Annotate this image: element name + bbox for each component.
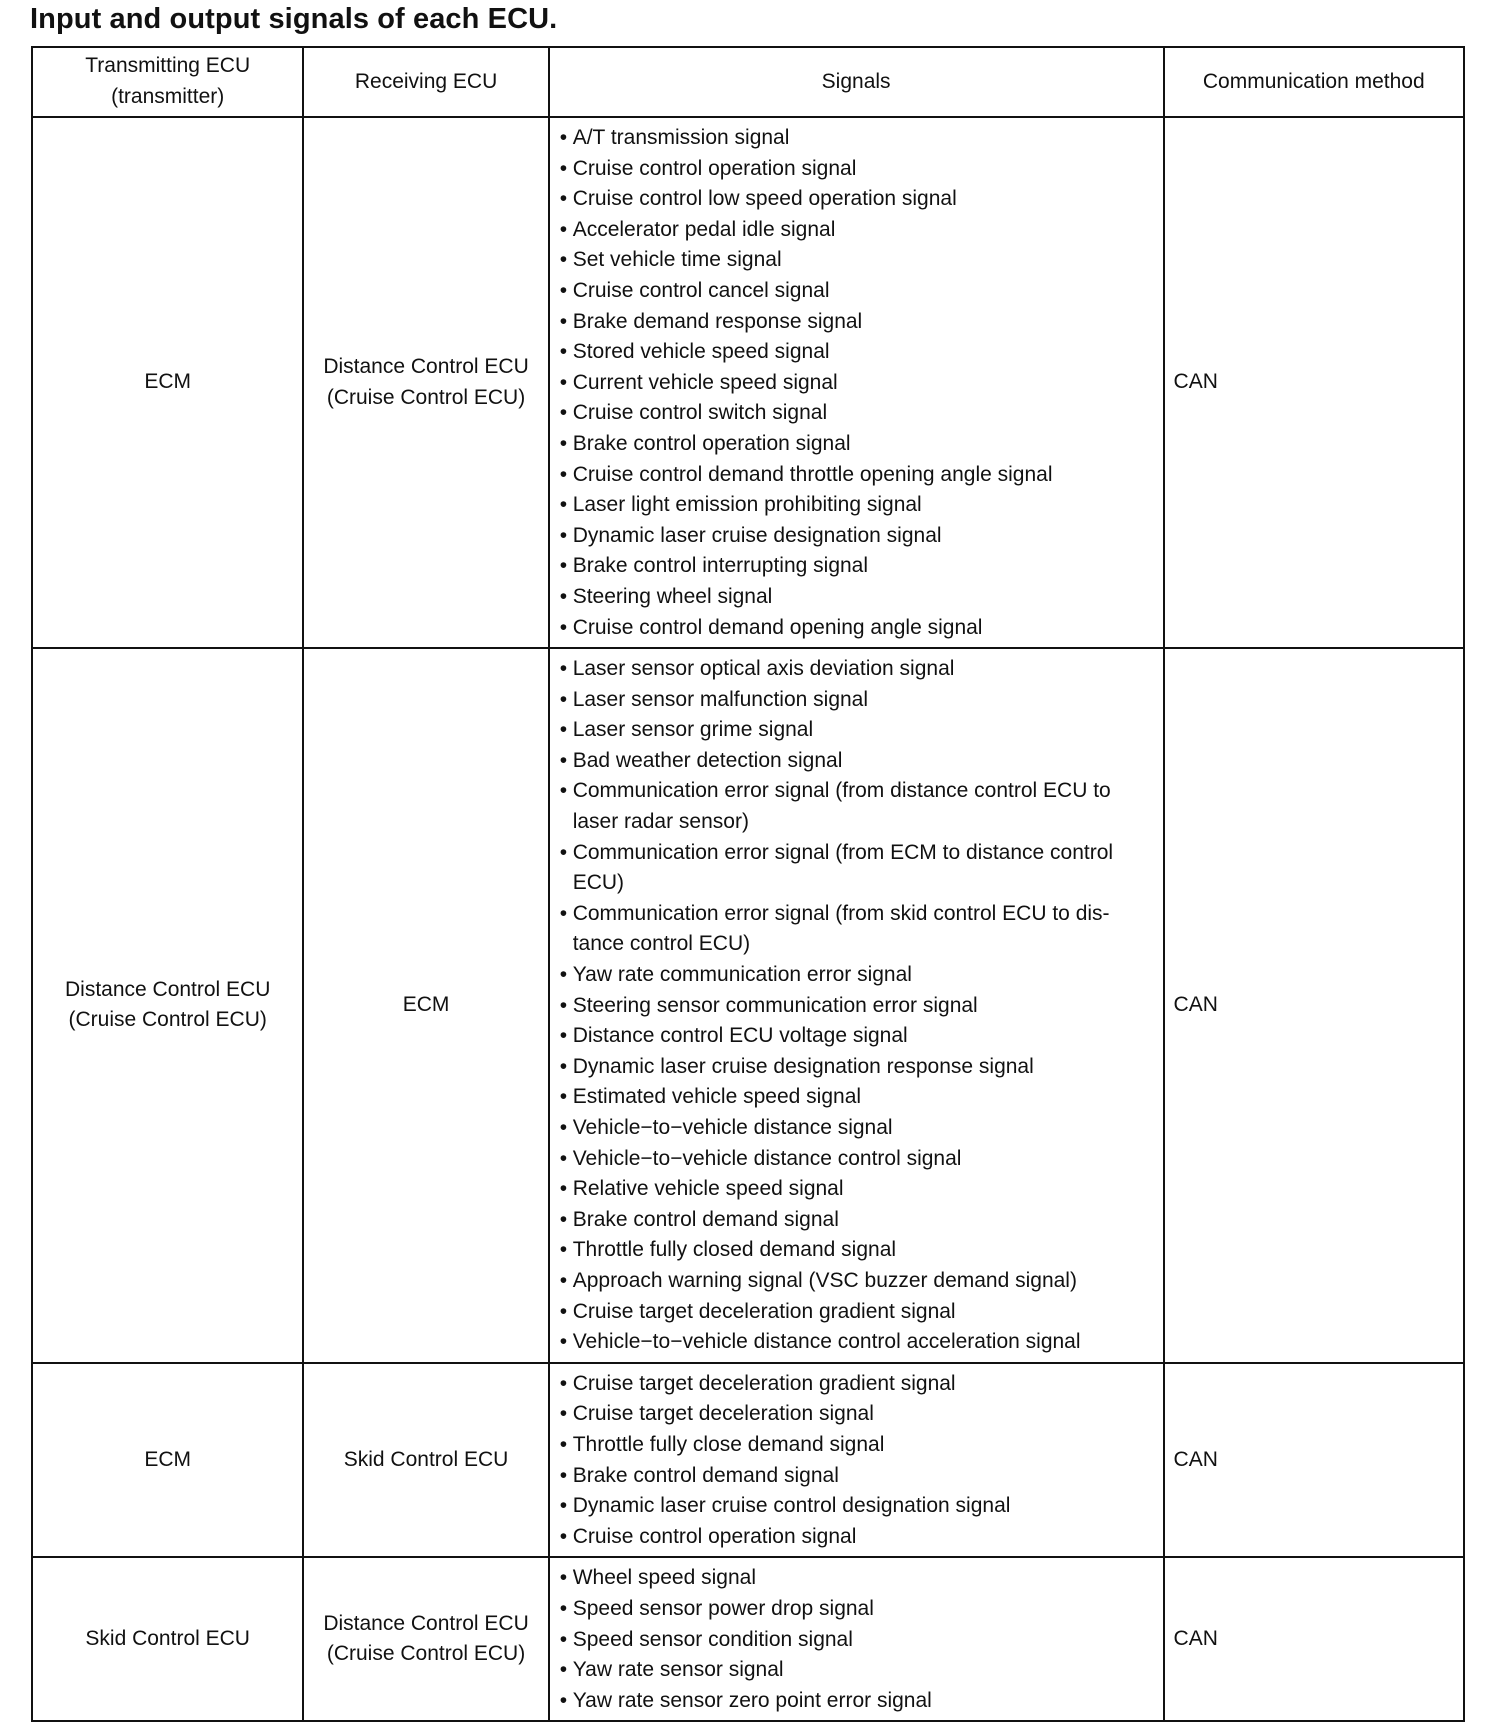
header-signals: Signals [549, 47, 1164, 117]
header-transmitting-line-1: Transmitting ECU [85, 54, 251, 78]
signals-cell [549, 117, 1164, 648]
signal-item: • Cruise control low speed operation signal [560, 184, 1155, 215]
signal-item: • Steering sensor communication error signal [560, 991, 1155, 1022]
signal-item: • Cruise control operation signal [560, 1522, 1155, 1553]
signal-item: • Cruise control demand opening angle signal [560, 613, 1155, 644]
signal-item: • Brake control demand signal [560, 1461, 1155, 1492]
signal-item: • Cruise control switch signal [560, 398, 1155, 429]
signal-item: • Bad weather detection signal [560, 746, 1155, 777]
receiver-ecu-line: ECM [402, 993, 450, 1017]
signal-item: • Communication error signal (from ECM to distance control ECU) [560, 838, 1155, 899]
signal-item: • Wheel speed signal [560, 1563, 1155, 1594]
signal-item: • Brake control operation signal [560, 429, 1155, 460]
header-receiving-ecu: Receiving ECU [303, 47, 548, 117]
transmitter-cell [32, 648, 303, 1363]
signal-item: • Laser sensor grime signal [560, 715, 1155, 746]
signal-item: • Cruise target deceleration gradient signal [560, 1369, 1155, 1400]
signal-item: • Laser light emission prohibiting signal [560, 490, 1155, 521]
signal-item: • Cruise control operation signal [560, 154, 1155, 185]
signal-item: • Speed sensor condition signal [560, 1625, 1155, 1656]
header-transmitting-ecu [32, 47, 303, 117]
signal-item: • Distance control ECU voltage signal [560, 1021, 1155, 1052]
transmitter-cell [32, 1363, 303, 1558]
signal-item: • Vehicle−to−vehicle distance control acceleration signal [560, 1327, 1155, 1358]
signal-item: • Dynamic laser cruise designation response signal [560, 1052, 1155, 1083]
signal-item: • Estimated vehicle speed signal [560, 1082, 1155, 1113]
transmitter-cell [32, 1557, 303, 1721]
signal-list [560, 123, 1155, 643]
communication-method-cell: CAN [1164, 1557, 1464, 1721]
table-header-row [32, 47, 1464, 117]
signal-item: • Cruise target deceleration gradient signal [560, 1297, 1155, 1328]
signals-table [31, 46, 1465, 1722]
signal-list [560, 654, 1155, 1358]
receiver-cell [303, 1363, 548, 1558]
signal-item: • Approach warning signal (VSC buzzer demand signal) [560, 1266, 1155, 1297]
signal-item: • Accelerator pedal idle signal [560, 215, 1155, 246]
transmitter-ecu-line: (Cruise Control ECU) [68, 1008, 267, 1032]
signal-item: • Throttle fully closed demand signal [560, 1235, 1155, 1266]
communication-method-cell: CAN [1164, 1363, 1464, 1558]
receiver-cell [303, 648, 548, 1363]
receiver-ecu-line: (Cruise Control ECU) [326, 1642, 526, 1666]
signal-item: • Laser sensor optical axis deviation signal [560, 654, 1155, 685]
header-communication-method: Communication method [1164, 47, 1464, 117]
signal-item: • Speed sensor power drop signal [560, 1594, 1155, 1625]
signal-item: • Laser sensor malfunction signal [560, 685, 1155, 716]
signal-item: • Relative vehicle speed signal [560, 1174, 1155, 1205]
receiver-ecu-line: (Cruise Control ECU) [326, 385, 526, 409]
signal-item: • Communication error signal (from skid control ECU to dis- tance control ECU) [560, 899, 1155, 960]
signal-item: • Cruise target deceleration signal [560, 1399, 1155, 1430]
signal-item: • Set vehicle time signal [560, 245, 1155, 276]
signal-item: • Yaw rate communication error signal [560, 960, 1155, 991]
transmitter-cell [32, 117, 303, 648]
signal-list [560, 1563, 1155, 1716]
receiver-ecu-line: Skid Control ECU [343, 1447, 509, 1471]
signal-item: • Dynamic laser cruise designation signal [560, 521, 1155, 552]
table-row [32, 117, 1464, 648]
signal-item: • Brake demand response signal [560, 307, 1155, 338]
signal-item: • Vehicle−to−vehicle distance control signal [560, 1144, 1155, 1175]
signal-item: • Cruise control cancel signal [560, 276, 1155, 307]
table-row [32, 1557, 1464, 1721]
signal-item: • Vehicle−to−vehicle distance signal [560, 1113, 1155, 1144]
signal-item: • Yaw rate sensor signal [560, 1655, 1155, 1686]
transmitter-ecu-line: ECM [144, 370, 192, 394]
signal-item: • Stored vehicle speed signal [560, 337, 1155, 368]
signal-item: • Throttle fully close demand signal [560, 1430, 1155, 1461]
receiver-ecu-line: Distance Control ECU [323, 1611, 529, 1635]
signal-item: • Dynamic laser cruise control designation signal [560, 1491, 1155, 1522]
transmitter-ecu-line: Skid Control ECU [85, 1627, 250, 1650]
signal-item: • Cruise control demand throttle opening angle signal [560, 460, 1155, 491]
communication-method-cell: CAN [1164, 648, 1464, 1363]
signals-cell [549, 1557, 1164, 1721]
signals-cell [549, 1363, 1164, 1558]
signals-cell [549, 648, 1164, 1363]
transmitter-ecu-line: Distance Control ECU [64, 977, 271, 1001]
signal-item: • Current vehicle speed signal [560, 368, 1155, 399]
signal-item: • Steering wheel signal [560, 582, 1155, 613]
signal-item: • Yaw rate sensor zero point error signal [560, 1686, 1155, 1717]
signal-item: • Communication error signal (from distance control ECU to laser radar sensor) [560, 776, 1155, 837]
receiver-ecu-line: Distance Control ECU [323, 354, 529, 378]
receiver-cell [303, 117, 548, 648]
signal-item: • Brake control demand signal [560, 1205, 1155, 1236]
table-row [32, 648, 1464, 1363]
receiver-cell [303, 1557, 548, 1721]
signal-item: • Brake control interrupting signal [560, 551, 1155, 582]
table-row [32, 1363, 1464, 1558]
communication-method-cell: CAN [1164, 117, 1464, 648]
signal-item: • A/T transmission signal [560, 123, 1155, 154]
header-transmitting-line-2: (transmitter) [111, 85, 225, 108]
signal-list [560, 1369, 1155, 1553]
page-title: Input and output signals of each ECU. [30, 3, 558, 35]
transmitter-ecu-line: ECM [144, 1447, 192, 1471]
